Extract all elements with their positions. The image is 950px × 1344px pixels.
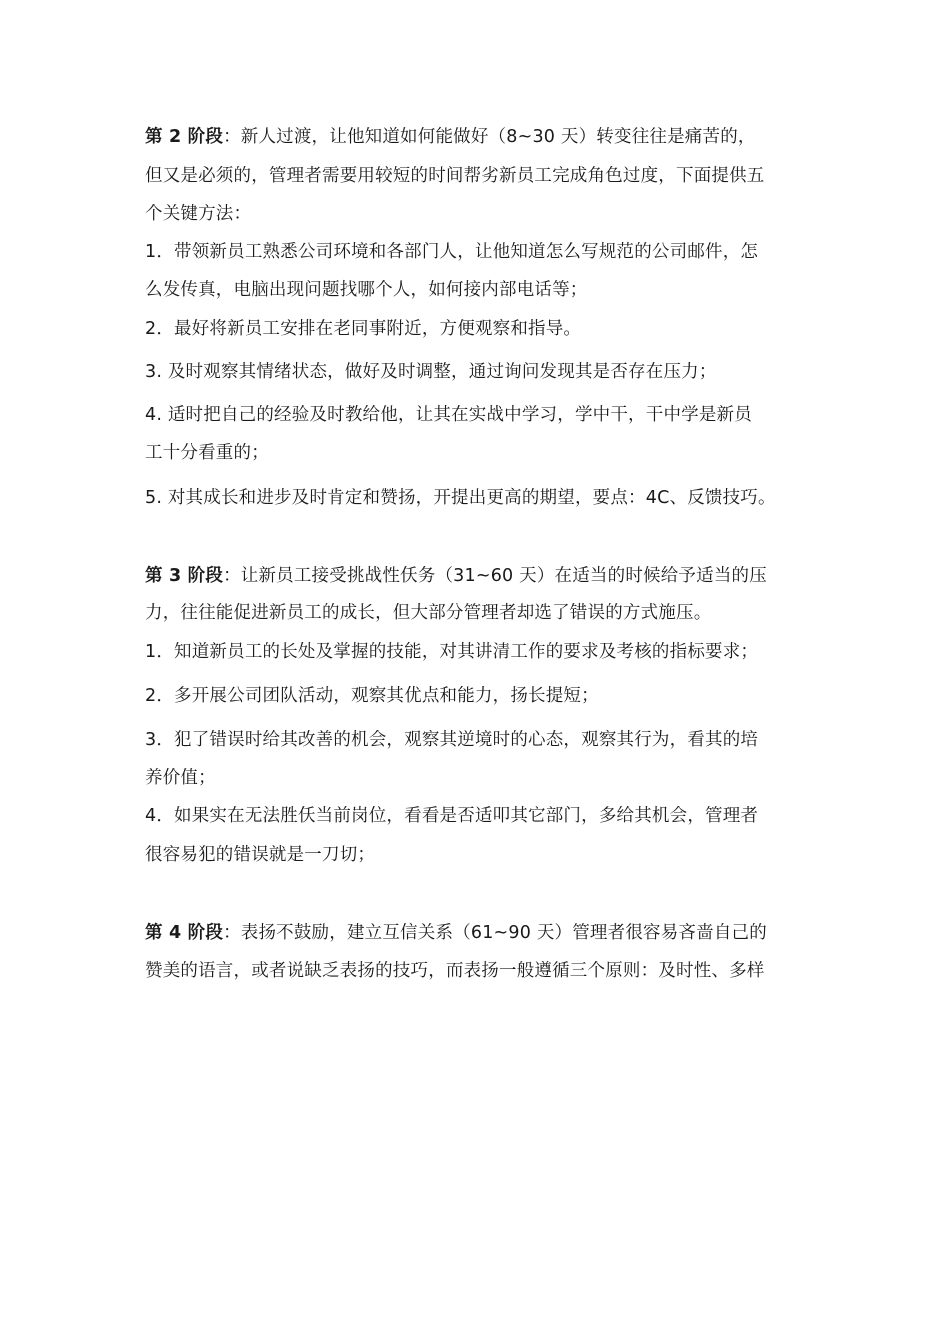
section3-intro-line1: ：让新员工接受挑战性仸务（31~60 天）在适当的时候给予适当的压 xyxy=(223,566,767,586)
section4-heading-line xyxy=(145,922,815,944)
section3-stage-label: 第 3 阶段 xyxy=(145,566,224,586)
section2-item1-line2: 么发传真，电脑出现问题找哪个人，如何接内部电话等； xyxy=(145,280,588,300)
section2-intro-line3: 个关键方法： xyxy=(145,204,252,224)
section2-intro-line1: ：新人过渡，让他知道如何能做好（8~30 天）转变往往是痛苦的， xyxy=(223,127,756,147)
section2-item4-line1: 4. 适时把自己的经验及时教给他，让其在实战中学习，学中干，干中学是新员 xyxy=(145,405,752,425)
section3-item4-line1: 4．如果实在无法胜仸当前岗位，看看是否适叩其它部门，多给其机会，管理者 xyxy=(145,806,759,826)
section3-item2: 2．多开展公司团队活动，观察其优点和能力，扬长提短； xyxy=(145,686,599,706)
section4-stage-label: 第 4 阶段 xyxy=(145,923,224,943)
section3-item4-line2: 很容易犯的错误就是一刀切； xyxy=(145,845,376,865)
section3-intro-line2: 力，往往能促进新员工的成长，但大部分管理者却选了错误的方式施压。 xyxy=(145,603,712,623)
section2-item1-line1: 1．带领新员工熟悉公司环境和各部门人，让他知道怎么写规范的公司邮件，怎 xyxy=(145,242,759,262)
section3-heading-line xyxy=(145,565,815,587)
section2-intro-line2: 但又是必须的，管理者需要用较短的时间帮劣新员工完成角色过度，下面提供五 xyxy=(145,166,765,186)
section3-item3-line2: 养价值； xyxy=(145,768,216,788)
section4-intro-line1: ：表扬不鼓励，建立互信关系（61~90 天）管理者很容易吝啬自己的 xyxy=(223,923,767,943)
section2-heading-line xyxy=(145,126,815,148)
section3-item1: 1．知道新员工的长处及掌握的技能，对其讲清工作的要求及考核的指标要求； xyxy=(145,642,759,662)
section3-item3-line1: 3．犯了错误时给其改善的机会，观察其逆境时的心态，观察其行为，看其的培 xyxy=(145,730,759,750)
section2-item3: 3. 及时观察其情绪状态，做好及时调整，通过询问发现其是否存在压力； xyxy=(145,362,717,382)
section4-intro-line2: 赞美的语言，或者说缺乏表扬的技巧，而表扬一般遵循三个原则：及时性、多样 xyxy=(145,961,765,981)
section2-item5: 5. 对其成长和进步及时肯定和赞扬，开提出更高的期望，要点：4C、反馈技巧。 xyxy=(145,488,776,508)
section2-item4-line2: 工十分看重的； xyxy=(145,443,269,463)
section2-item2: 2．最好将新员工安排在老同事附近，方便观察和指导。 xyxy=(145,319,582,339)
section2-stage-label: 第 2 阶段 xyxy=(145,127,224,147)
